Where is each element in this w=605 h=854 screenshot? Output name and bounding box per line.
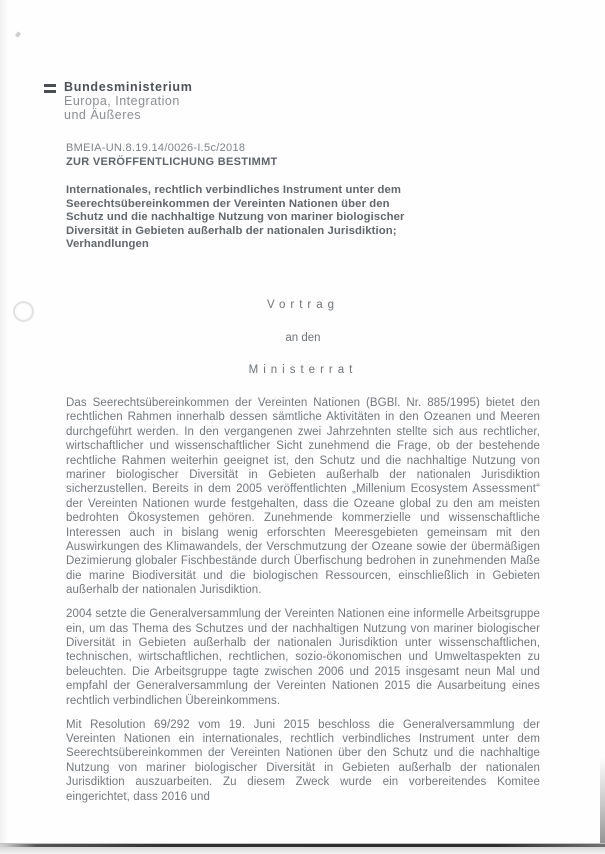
body-paragraph-2: 2004 setzte die Generalversammlung der Vereinten Nationen eine informelle Arbeitsgruppe ein, um das Thema des Schutzes und der nachhaltigen Nutzung von mariner biologischer Diversität in Gebieten außerhalb der nationalen Jurisdiktion unter wissenschaftlichen, technischen, wirtschaftlichen, rechtlichen, sozio-ökonomischen und Umweltaspekten zu beleuchten. Die Arbeitsgruppe tagte zwischen 2006 und 2015 insgesamt neun Mal und empfahl der Generalversammlung der Vereinten Nationen 2015 die Ausarbeitung eines rechtlich verbindlichen Übereinkommens.	[66, 608, 540, 707]
publication-note: ZUR VERÖFFENTLICHUNG BESTIMMT	[66, 156, 278, 168]
reference-block	[66, 141, 278, 170]
address-line-vortrag: Vortrag	[266, 299, 340, 311]
punch-hole-mark	[11, 299, 37, 325]
scan-edge-bottom-shadow	[0, 847, 605, 854]
letterhead	[44, 80, 193, 122]
body-paragraph-3: Mit Resolution 69/292 vom 19. Juni 2015 beschloss die Generalversammlung der Vereinten Nationen ein internationales, rechtlich verbindliches Instrument unter dem Seerechtsübereinkommen der Vereinten Nationen über den Schutz und die nachhaltige Nutzung von mariner biologischer Diversität in Gebieten außerhalb der nationalen Jurisdiktion auszuarbeiten. Zu diesem Zweck wurde ein vorbereitendes Komitee eingerichtet, dass 2016 und	[66, 718, 540, 803]
ministry-subtitle-line1: Europa, Integration	[64, 94, 180, 108]
file-reference-number: BMEIA-UN.8.19.14/0026-I.5c/2018	[66, 142, 246, 154]
address-line-an-den: an den	[285, 331, 321, 344]
scan-edge-right	[600, 757, 605, 847]
logo-bar-top	[44, 84, 56, 87]
address-line-ministerrat: Ministerrat	[248, 364, 358, 376]
scan-speck	[15, 31, 21, 37]
document-body	[66, 396, 540, 813]
subject-title: Internationales, rechtlich verbindliches Instrument unter dem Seerechtsübereinkommen der Vereinten Nationen über den Schutz und die nachhaltige Nutzung von mariner biologischer Diversität in Gebieten außerhalb der nationalen Jurisdiktion; Verhandlungen	[66, 184, 405, 251]
scan-edge-left	[0, 0, 8, 854]
ministry-logo-icon	[44, 84, 56, 93]
body-paragraph-1: Das Seerechtsübereinkommen der Vereinten Nationen (BGBl. Nr. 885/1995) bietet den rechtlichen Rahmen innerhalb dessen sämtliche Aktivitäten in den Ozeanen und Meeren durchgeführt werden. In den vergangenen zwei Jahrzehnten stellte sich aus rechtlicher, wirtschaftlicher und wissenschaftlicher Sicht zunehmend die Frage, ob der bestehende rechtliche Rahmen weiterhin geeignet ist, den Schutz und die nachhaltige Nutzung von mariner biologischer Diversität in Gebieten außerhalb der nationalen Jurisdiktion sicherzustellen. Bereits in dem 2005 veröffentlichten „Millenium Ecosystem Assessment“ der Vereinten Nationen wurde festgehalten, dass die Ozeane global zu den am meisten bedrohten Ökosystemen gehören. Zunehmende kommerzielle und wissenschaftliche Interessen auch in bislang wenig erforschten Meeresgebieten gemeinsam mit den Auswirkungen des Klimawandels, der Verschmutzung der Ozeane sowie der übermäßigen Dezimierung globaler Fischbestände durch Überfischung bedrohen in zunehmenden Maße die marine Biodiversität und die biologischen Ressourcen, einschließlich in Gebieten außerhalb der nationalen Jurisdiktion.	[66, 397, 540, 597]
ministry-name: Bundesministerium	[64, 80, 193, 94]
ministry-subtitle-line2: und Äußeres	[64, 108, 142, 122]
logo-bar-bottom	[44, 90, 56, 93]
address-block	[66, 299, 540, 397]
ministry-name-block	[64, 80, 193, 122]
